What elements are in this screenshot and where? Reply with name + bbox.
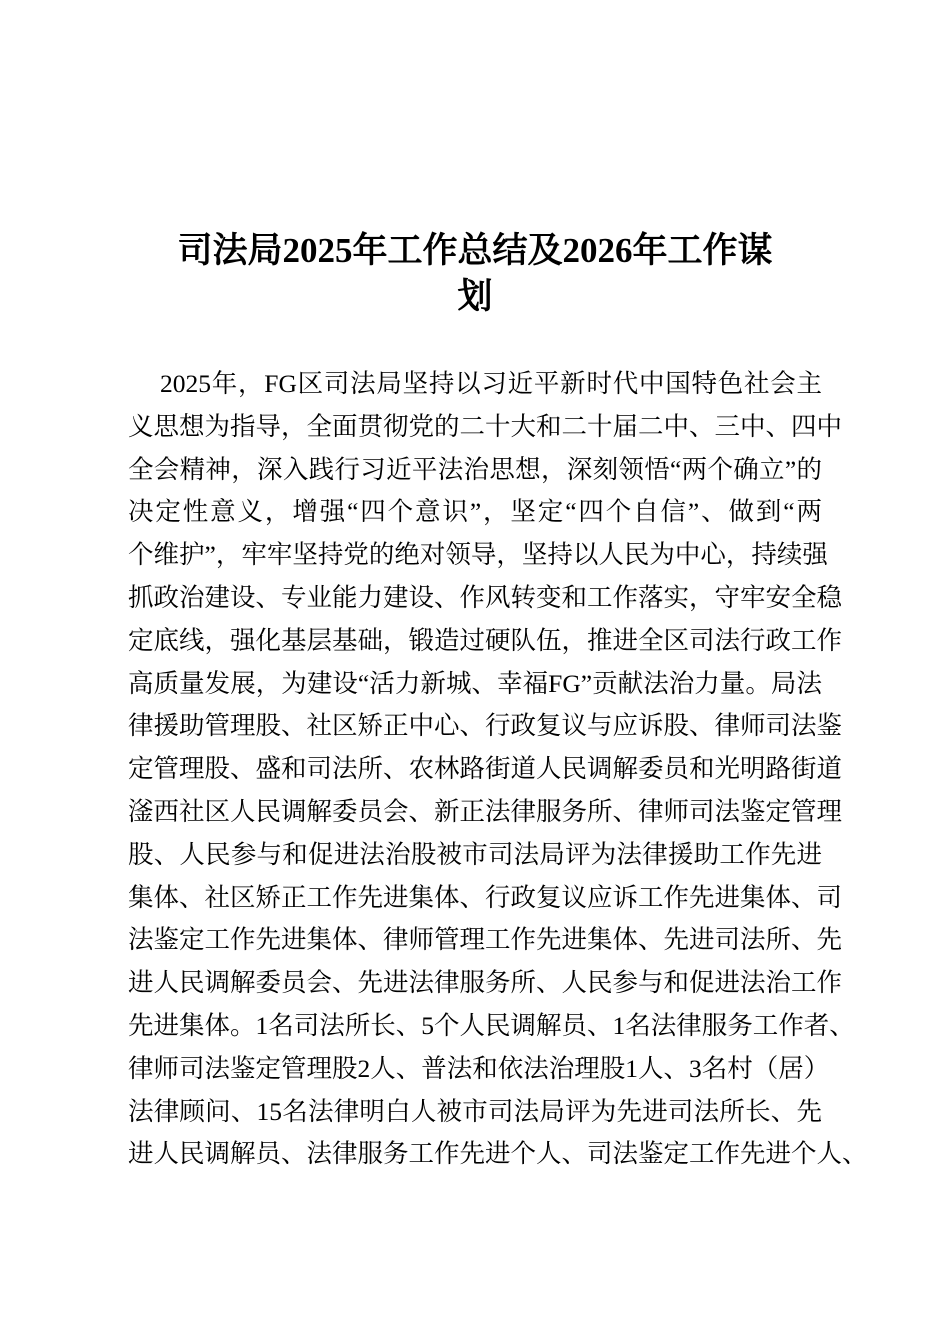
paragraph-line: 滏西社区人民调解委员会、新正法律服务所、律师司法鉴定管理 <box>128 796 843 826</box>
paragraph-line: 集体、社区矫正工作先进集体、行政复议应诉工作先进集体、司 <box>128 882 843 912</box>
paragraph-line: 进人民调解员、法律服务工作先进个人、司法鉴定工作先进个人、 <box>128 1139 868 1169</box>
paragraph-line: 2025年，FG区司法局坚持以习近平新时代中国特色社会主 <box>160 369 822 398</box>
paragraph-line: 股、人民参与和促进法治股被市司法局评为法律援助工作先进 <box>128 839 822 869</box>
paragraph-line: 高质量发展，为建设“活力新城、幸福FG”贡献法治力量。局法 <box>128 668 822 698</box>
document-title <box>100 228 850 320</box>
paragraph-line: 进人民调解委员会、先进法律服务所、人民参与和促进法治工作 <box>128 968 843 998</box>
paragraph-line: 义思想为指导，全面贯彻党的二十大和二十届二中、三中、四中 <box>128 411 843 441</box>
paragraph-line: 定底线，强化基层基础，锻造过硬队伍，推进全区司法行政工作 <box>128 625 843 655</box>
paragraph-line: 全会精神，深入践行习近平法治思想，深刻领悟“两个确立”的 <box>128 454 822 484</box>
title-line-1: 司法局2025年工作总结及2026年工作谋 <box>177 231 773 270</box>
paragraph-line: 个维护”，牢牢坚持党的绝对领导，坚持以人民为中心，持续强 <box>128 540 828 570</box>
document-body <box>128 363 868 1176</box>
paragraph-line: 抓政治建设、专业能力建设、作风转变和工作落实，守牢安全稳 <box>128 582 843 612</box>
paragraph-line: 法鉴定工作先进集体、律师管理工作先进集体、先进司法所、先 <box>128 925 843 955</box>
paragraph-line: 定管理股、盛和司法所、农林路街道人民调解委员和光明路街道 <box>128 754 843 784</box>
paragraph-line: 先进集体。1名司法所长、5个人民调解员、1名法律服务工作者、 <box>128 1010 855 1040</box>
paragraph-line: 决定性意义，增强“四个意识”，坚定“四个自信”、做到“两 <box>128 497 822 527</box>
title-line-2: 划 <box>457 277 493 316</box>
paragraph-line: 律师司法鉴定管理股2人、普法和依法治理股1人、3名村（居） <box>128 1053 830 1083</box>
paragraph-line: 法律顾问、15名法律明白人被市司法局评为先进司法所长、先 <box>128 1096 822 1126</box>
paragraph-line: 律援助管理股、社区矫正中心、行政复议与应诉股、律师司法鉴 <box>128 711 843 741</box>
